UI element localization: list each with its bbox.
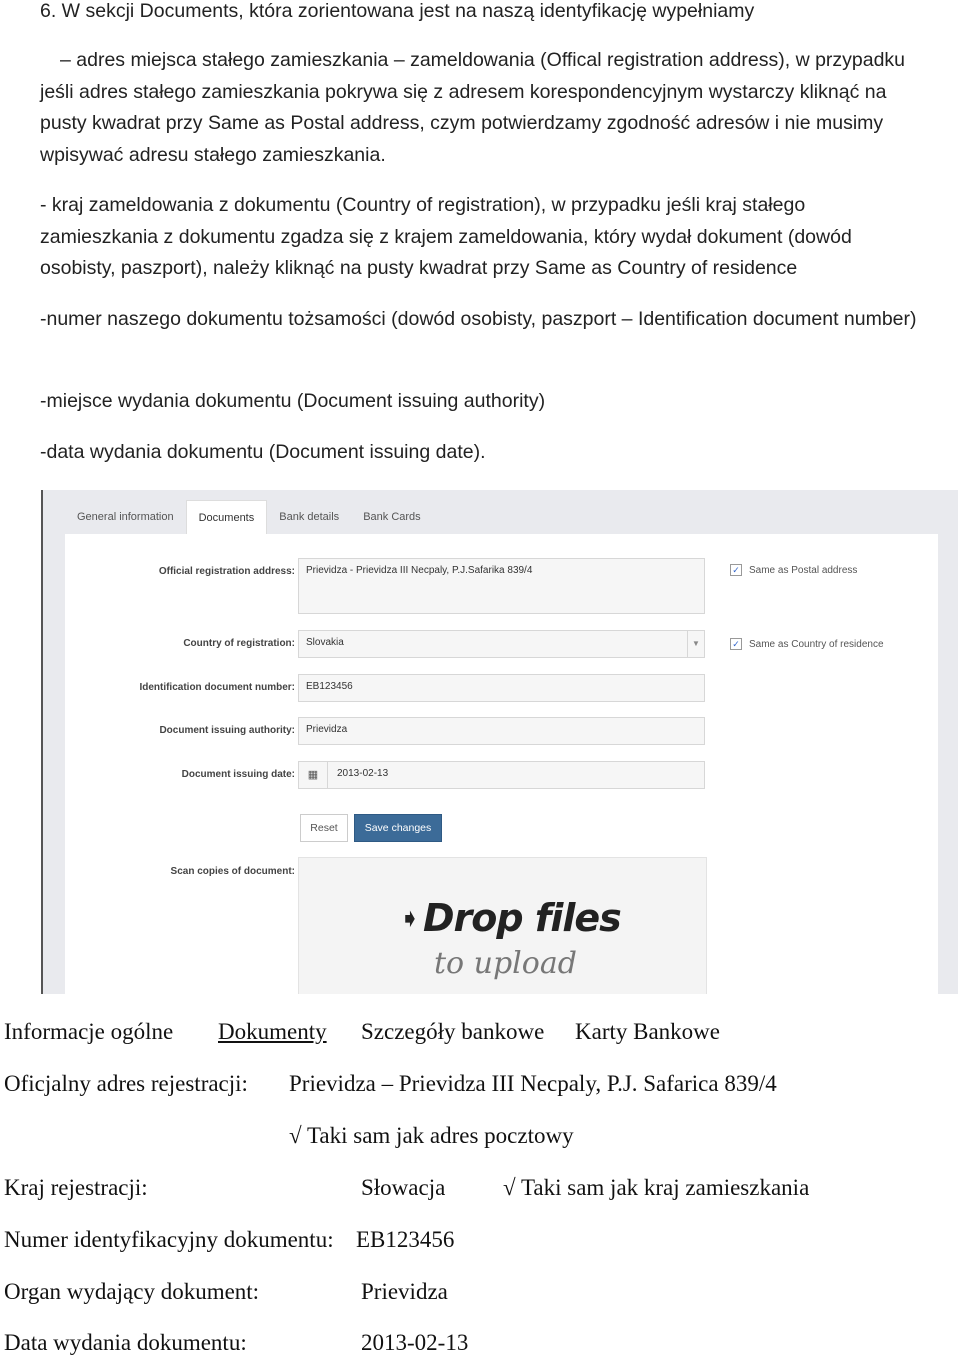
label-scan: Scan copies of document: [170,866,295,877]
translation-authority-value: Prievidza [361,1279,448,1304]
label-country: Country of registration: [183,638,295,649]
translation-date-value: 2013-02-13 [361,1330,469,1355]
country-select[interactable] [298,630,705,658]
same-as-residence-label: Same as Country of residence [749,638,884,650]
id-number-input[interactable]: EB123456 [298,674,705,702]
translation-postal-check: √ Taki sam jak adres pocztowy [289,1123,574,1148]
translation-tab-bank-cards: Karty Bankowe [575,1019,720,1044]
same-as-postal-label: Same as Postal address [749,564,858,576]
paragraph-country: - kraj zameldowania z dokumentu (Country of registration), w przypadku jeśli kraj stałego zamieszkania z dokumentu zgadza się z krajem zameldowania, który wydał dokument (dowód osobisty, paszport), należy kliknąć na pusty kwadrat przy Same as Country of residence [40,194,852,279]
address-textarea[interactable]: Prievidza - Prievidza III Necpaly, P.J.Safarika 839/4 [298,558,705,614]
label-id: Identification document number: [139,682,295,693]
checkbox-checked-icon[interactable]: ✓ [730,638,742,650]
translation-country-value: Słowacja [361,1175,446,1200]
save-changes-button[interactable]: Save changes [354,814,442,842]
label-address: Official registration address: [158,566,295,577]
tab-bar [65,500,433,530]
translation-id-value: EB123456 [356,1227,455,1252]
documents-panel [65,534,938,994]
translation-id-label: Numer identyfikacyjny dokumentu: [4,1227,334,1252]
paragraph-authority: -miejsce wydania dokumentu (Document issuing authority) [40,390,546,412]
country-select-value: Slovakia [306,637,344,648]
translation-date-label: Data wydania dokumentu: [4,1330,247,1355]
tab-bank-cards[interactable]: Bank Cards [363,511,421,523]
tab-bank-details[interactable]: Bank details [279,511,340,523]
date-value: 2013-02-13 [337,768,389,779]
same-as-postal-check[interactable] [730,564,857,576]
chevron-down-icon[interactable]: ▼ [687,631,704,657]
label-authority: Document issuing authority: [159,725,295,736]
translation-address-label: Oficjalny adres rejestracji: [4,1071,248,1096]
section-heading: 6. W sekcji Documents, która zorientowana jest na naszą identyfikację wypełniamy [40,0,755,22]
translation-tab-bank-details: Szczegóły bankowe [361,1019,545,1044]
translation-address-value: Prievidza – Prievidza III Necpaly, P.J. Safarica 839/4 [289,1071,777,1096]
reset-button[interactable]: Reset [300,814,348,842]
tab-general-information[interactable]: General information [77,511,174,523]
date-input[interactable] [298,761,705,789]
authority-input[interactable]: Prievidza [298,717,705,745]
translation-tab-documents: Dokumenty [218,1019,327,1044]
label-date: Document issuing date: [181,769,295,780]
tab-documents[interactable]: Documents [186,500,268,535]
translation-country-label: Kraj rejestracji: [4,1175,148,1200]
checkbox-checked-icon[interactable]: ✓ [730,564,742,576]
documents-form-screenshot [41,490,958,994]
paragraph-id-number: -numer naszego dokumentu tożsamości (dowód osobisty, paszport – Identification document number) [40,308,917,330]
calendar-icon[interactable]: ▦ [299,762,328,788]
translation-residence-check: √ Taki sam jak kraj zamieszkania [503,1175,810,1200]
drop-files-text: Drop files [423,896,621,940]
paragraph-address: – adres miejsca stałego zamieszkania – zameldowania (Offical registration address), w przypadku jeśli adres stałego zamieszkania pokrywa się z adresem korespondencyjnym wystarczy kliknąć na pusty kwadrat przy Same as Postal address, czym potwierdzamy zgodność adresów i nie musimy wpisywać adresu stałego zamieszkania. [40,49,906,166]
translation-tab-general: Informacje ogólne [4,1019,174,1044]
arrow-right-icon: ➧ [399,904,421,934]
translation-authority-label: Organ wydający dokument: [4,1279,260,1304]
same-as-residence-check[interactable] [730,638,884,650]
file-drop-zone[interactable] [298,857,707,994]
to-upload-text: to upload [434,946,577,981]
paragraph-date: -data wydania dokumentu (Document issuing date). [40,441,486,463]
